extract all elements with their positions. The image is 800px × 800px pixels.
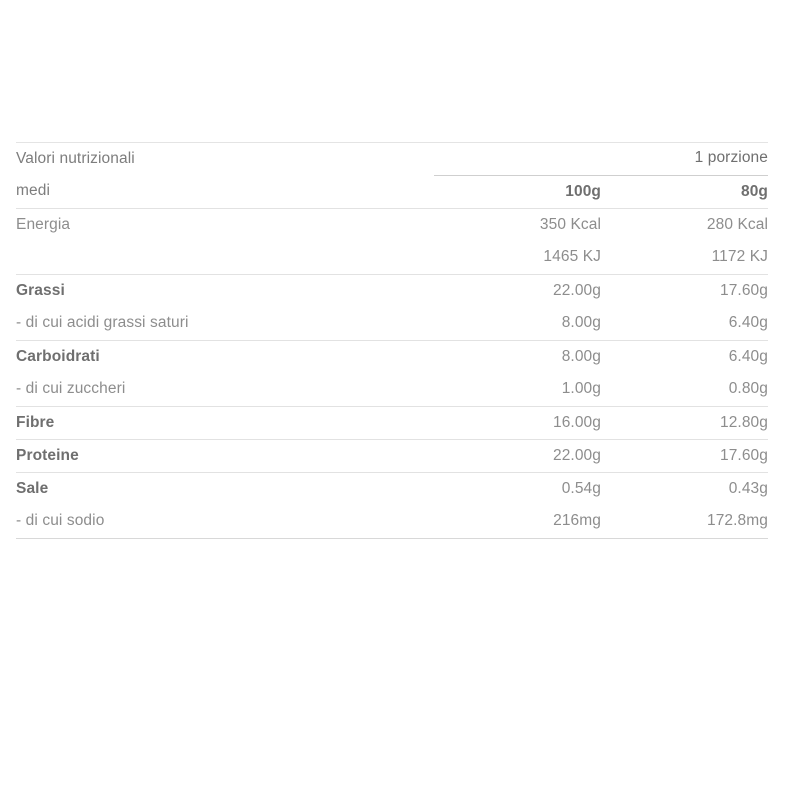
row-value-80g: 17.60g (719, 446, 768, 464)
table-row (16, 439, 768, 472)
row-value-100g: 216mg (553, 512, 601, 530)
row-value-100g: 350 Kcal (539, 215, 601, 233)
table-row (16, 406, 768, 439)
row-label (16, 241, 434, 274)
table-header-row-2 (16, 175, 768, 208)
row-label: - di cui acidi grassi saturi (16, 314, 189, 332)
row-label: - di cui zuccheri (16, 380, 126, 398)
row-value-100g: 1.00g (561, 380, 601, 398)
column-header-100g: 100g (434, 175, 601, 208)
row-value-80g: 0.43g (728, 479, 768, 497)
row-value-100g: 0.54g (561, 479, 601, 497)
row-value-80g: 0.80g (728, 380, 768, 398)
row-value-80g: 172.8mg (706, 512, 768, 530)
row-value-80g: 6.40g (728, 347, 768, 365)
row-value-100g: 22.00g (552, 281, 601, 299)
row-value-100g: 8.00g (561, 347, 601, 365)
row-label: Proteine (16, 446, 79, 464)
table-header-row-1 (16, 142, 768, 175)
table-row (16, 505, 768, 538)
row-value-80g: 280 Kcal (706, 215, 768, 233)
row-label: Energia (16, 215, 71, 233)
portion-label: 1 porzione (694, 149, 768, 167)
row-value-80g: 1172 KJ (711, 248, 768, 266)
table-row (16, 472, 768, 505)
row-value-80g: 17.60g (719, 281, 768, 299)
table-row (16, 373, 768, 406)
table-row (16, 307, 768, 340)
row-value-100g: 1465 KJ (543, 248, 601, 266)
row-value-100g: 8.00g (561, 314, 601, 332)
table-title-line2: medi (16, 182, 50, 200)
row-label: Carboidrati (16, 347, 100, 365)
row-label: Fibre (16, 413, 55, 431)
table-row (16, 340, 768, 373)
row-value-100g: 22.00g (552, 446, 601, 464)
column-header-80g: 80g (601, 175, 768, 208)
row-value-80g: 6.40g (728, 314, 768, 332)
row-value-80g: 12.80g (719, 413, 768, 431)
nutrition-rows (16, 208, 768, 538)
nutrition-facts-table (16, 142, 768, 539)
table-row (16, 274, 768, 307)
nutrition-table-container (16, 142, 768, 539)
table-row (16, 208, 768, 241)
table-row (16, 241, 768, 274)
table-title-line1: Valori nutrizionali (16, 149, 135, 167)
row-value-100g: 16.00g (552, 413, 601, 431)
row-label: Sale (16, 479, 49, 497)
row-label: - di cui sodio (16, 512, 105, 530)
row-label: Grassi (16, 281, 65, 299)
portion-spacer (434, 142, 601, 175)
